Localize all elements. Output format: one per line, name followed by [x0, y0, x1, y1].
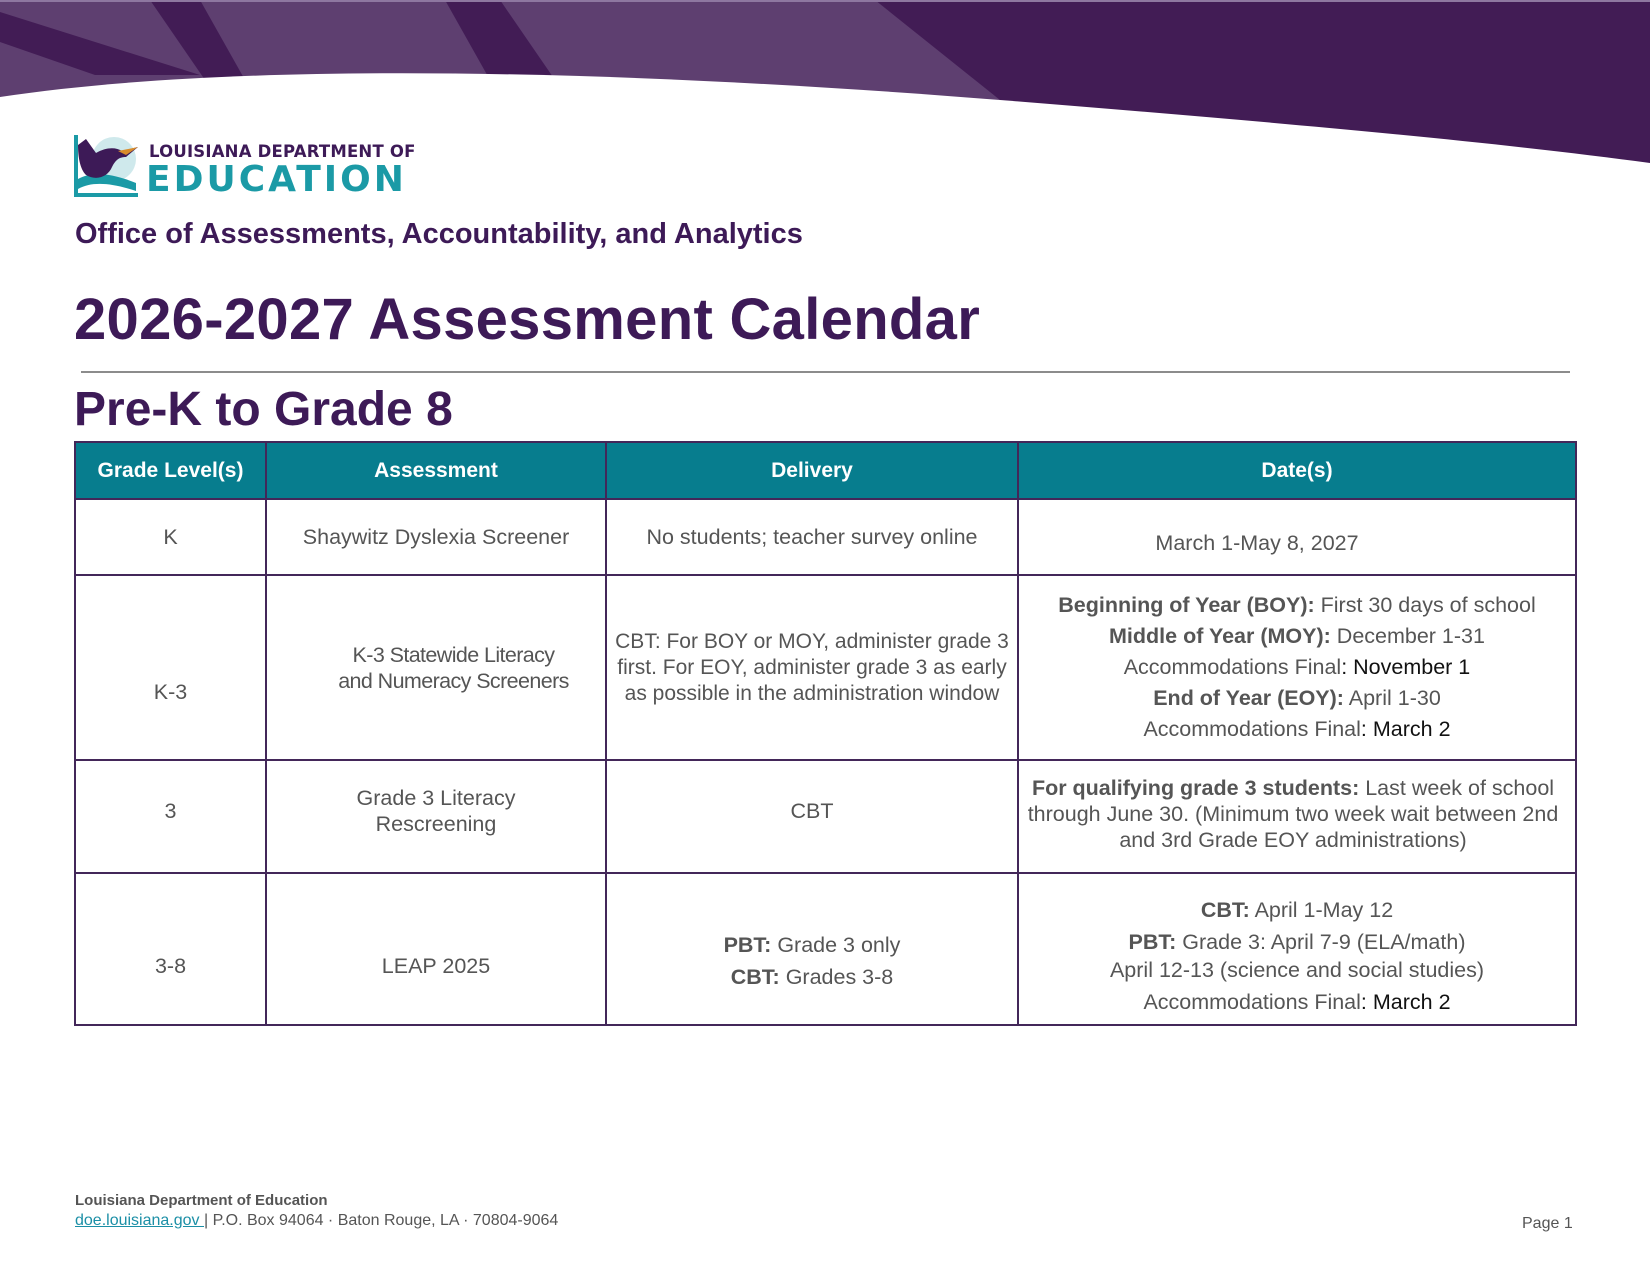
grade-cell: 3 [75, 760, 266, 873]
delivery-line: CBT: Grades 3-8 [730, 965, 894, 989]
logo-text-line1: LOUISIANA DEPARTMENT OF [149, 142, 416, 161]
table-row [75, 760, 1576, 873]
delivery-line: PBT: Grade 3 only [723, 933, 901, 957]
assessment-line: Grade 3 Literacy [356, 785, 516, 810]
grade-cell: K [75, 499, 266, 575]
assessment-cell [266, 575, 606, 760]
table-header-row [75, 442, 1576, 499]
date-line: Accommodations Final: March 2 [1143, 990, 1451, 1014]
section-title: Pre-K to Grade 8 [74, 383, 453, 436]
date-line: Beginning of Year (BOY): First 30 days of school [1058, 593, 1536, 617]
dates-cell [1018, 575, 1576, 760]
delivery-cell: CBT [606, 760, 1018, 873]
mailing-address: P.O. Box 94064 · Baton Rouge, LA · 70804-9064 [208, 1212, 559, 1229]
assessment-line: K-3 Statewide Literacy [352, 642, 555, 667]
assessment-cell [266, 760, 606, 873]
ldoe-logo [72, 133, 432, 201]
dates-cell [1018, 499, 1576, 575]
date-line: April 12-13 (science and social studies) [1109, 958, 1485, 982]
assessment-calendar-table [74, 441, 1577, 1026]
delivery-cell: No students; teacher survey online [606, 499, 1018, 575]
assessment-cell: Shaywitz Dyslexia Screener [266, 499, 606, 575]
dates-cell [1018, 760, 1576, 873]
date-line: Middle of Year (MOY): December 1-31 [1109, 624, 1485, 648]
table-row [75, 575, 1576, 760]
assessment-cell [266, 873, 606, 1025]
date-line: End of Year (EOY): April 1-30 [1153, 686, 1441, 710]
dates-text: March 1-May 8, 2027 [1155, 531, 1359, 555]
pelican-book-logo-icon [72, 133, 142, 201]
assessment-text: LEAP 2025 [381, 954, 491, 978]
page-number: Page 1 [1522, 1215, 1573, 1232]
grade-text: K-3 [153, 679, 188, 704]
assessment-line: and Numeracy Screeners [338, 668, 569, 693]
date-line: CBT: April 1-May 12 [1200, 898, 1394, 922]
footer-separator: | [203, 1212, 209, 1229]
grade-text: 3-8 [154, 954, 187, 978]
title-divider [81, 371, 1570, 373]
dates-cell [1018, 873, 1576, 1025]
column-header-dates: Date(s) [1018, 442, 1576, 499]
grade-cell [75, 873, 266, 1025]
date-line: Accommodations Final: November 1 [1123, 655, 1471, 679]
page-title: 2026-2027 Assessment Calendar [74, 287, 981, 352]
footer-org-name: Louisiana Department of Education [75, 1192, 328, 1209]
date-line: PBT: Grade 3: April 7-9 (ELA/math) [1128, 930, 1466, 954]
column-header-assessment: Assessment [266, 442, 606, 499]
assessment-line: Rescreening [375, 811, 497, 836]
logo-text-line2: EDUCATION [146, 159, 407, 200]
delivery-cell [606, 873, 1018, 1025]
grade-cell [75, 575, 266, 760]
table-row [75, 873, 1576, 1025]
column-header-delivery: Delivery [606, 442, 1018, 499]
column-header-grade: Grade Level(s) [75, 442, 266, 499]
date-label: For qualifying grade 3 students: [1031, 775, 1360, 800]
table-row [75, 499, 1576, 575]
date-line: Accommodations Final: March 2 [1143, 717, 1451, 741]
delivery-cell: CBT: For BOY or MOY, administer grade 3 first. For EOY, administer grade 3 as early as possible in the administration window [606, 575, 1018, 760]
office-name: Office of Assessments, Accountability, and Analytics [75, 218, 803, 250]
website-link[interactable]: doe.louisiana.gov [75, 1212, 204, 1229]
footer-address [75, 1212, 558, 1230]
date-value: Last week of school through June 30. (Minimum two week wait between 2nd and 3rd Grade EOY administrations) [1027, 775, 1559, 852]
